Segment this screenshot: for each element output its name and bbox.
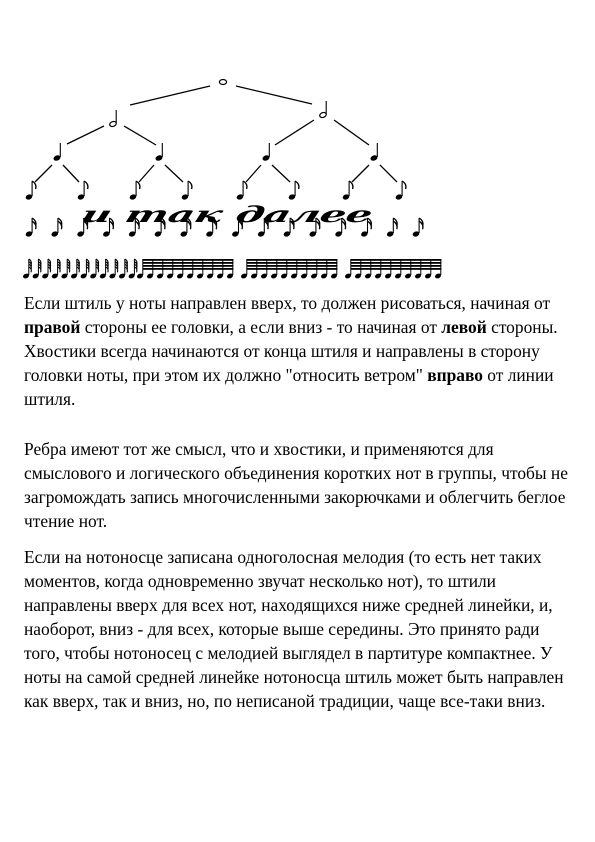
sixty-fourth-note-icon xyxy=(99,259,108,279)
sixty-fourth-note-icon xyxy=(41,259,50,279)
eighth-note-icon xyxy=(236,181,247,201)
sixty-fourth-note-icon xyxy=(70,259,79,279)
paragraph-text: Если штиль у ноты направлен вверх, то должен рисоваться, начиная от xyxy=(24,293,551,313)
beamed-note-group xyxy=(136,259,233,279)
emphasis-text: правой xyxy=(24,317,81,337)
eighth-note-icon xyxy=(181,181,192,201)
sixteenth-note-icon xyxy=(412,218,423,238)
eighth-note-icon xyxy=(395,181,406,201)
eighth-note-icon xyxy=(129,181,140,201)
eighth-note-icon xyxy=(25,181,36,201)
eighth-note-icon xyxy=(288,181,299,201)
paragraph-beams xyxy=(24,437,574,533)
sixty-fourth-note-icon xyxy=(118,259,127,279)
beamed-note-group xyxy=(344,259,441,279)
sixty-fourth-note-icon xyxy=(109,259,118,279)
sixteenth-note-icon xyxy=(25,218,36,238)
sixty-fourth-note-icon xyxy=(61,259,70,279)
paragraph-text: стороны. Хвостики всегда начинаются от конца штиля и направлены в сторону головки ноты, при этом их должно "относить ветром" xyxy=(24,317,558,385)
quarter-note-icon xyxy=(53,143,62,162)
sixty-fourth-note-icon xyxy=(51,259,60,279)
note-duration-tree-figure xyxy=(0,0,595,290)
eighth-note-icon xyxy=(77,181,88,201)
sixteenth-note-icon xyxy=(386,218,397,238)
paragraph-text: Ребра имеют тот же смысл, что и хвостики, и применяются для смыслового и логического объединения коротких нот в группы, чтобы не загромождать запись многочисленными закорючками и облегчить беглое чтение нот. xyxy=(24,439,568,531)
half-note-icon xyxy=(319,101,327,118)
whole-note-icon xyxy=(219,80,226,85)
sixty-fourth-note-icon xyxy=(89,259,98,279)
paragraph-melody-stems xyxy=(24,545,574,713)
paragraph-text: стороны ее головки, а если вниз - то начиная от xyxy=(80,317,442,337)
emphasis-text: левой xyxy=(441,317,487,337)
paragraph-text: от линии штиля. xyxy=(24,365,554,409)
emphasis-text: вправо xyxy=(427,365,483,385)
paragraph-text: Если на нотоносце записана одноголосная мелодия (то есть нет таких моментов, когда одновременно звучат несколько нот), то штили направлены вверх для всех нот, находящихся ниже средней линейки, и, наоборот, вниз - для всех, которые выше середины. Это принято ради того, чтобы нотоносец с мелодией выглядел в партитуре компактнее. У ноты на самой средней линейке нотоносца штиль может быть направлен как вверх, так и вниз, но, по неписаной традиции, чаще все-таки вниз. xyxy=(24,547,564,711)
sixty-fourth-notes-row xyxy=(22,259,441,279)
quarter-note-icon xyxy=(262,143,271,162)
paragraph-stem-direction xyxy=(24,291,574,411)
sixteenth-note-icon xyxy=(51,218,62,238)
quarter-note-icon xyxy=(155,143,164,162)
eighth-note-icon xyxy=(342,181,353,201)
sixty-fourth-note-icon xyxy=(128,259,137,279)
quarter-note-icon xyxy=(370,143,379,162)
beamed-note-group xyxy=(240,259,337,279)
half-note-icon xyxy=(109,110,117,127)
sixty-fourth-note-icon xyxy=(22,259,31,279)
figure-caption: и так далее xyxy=(78,202,243,228)
sixty-fourth-note-icon xyxy=(32,259,41,279)
sixty-fourth-note-icon xyxy=(80,259,89,279)
